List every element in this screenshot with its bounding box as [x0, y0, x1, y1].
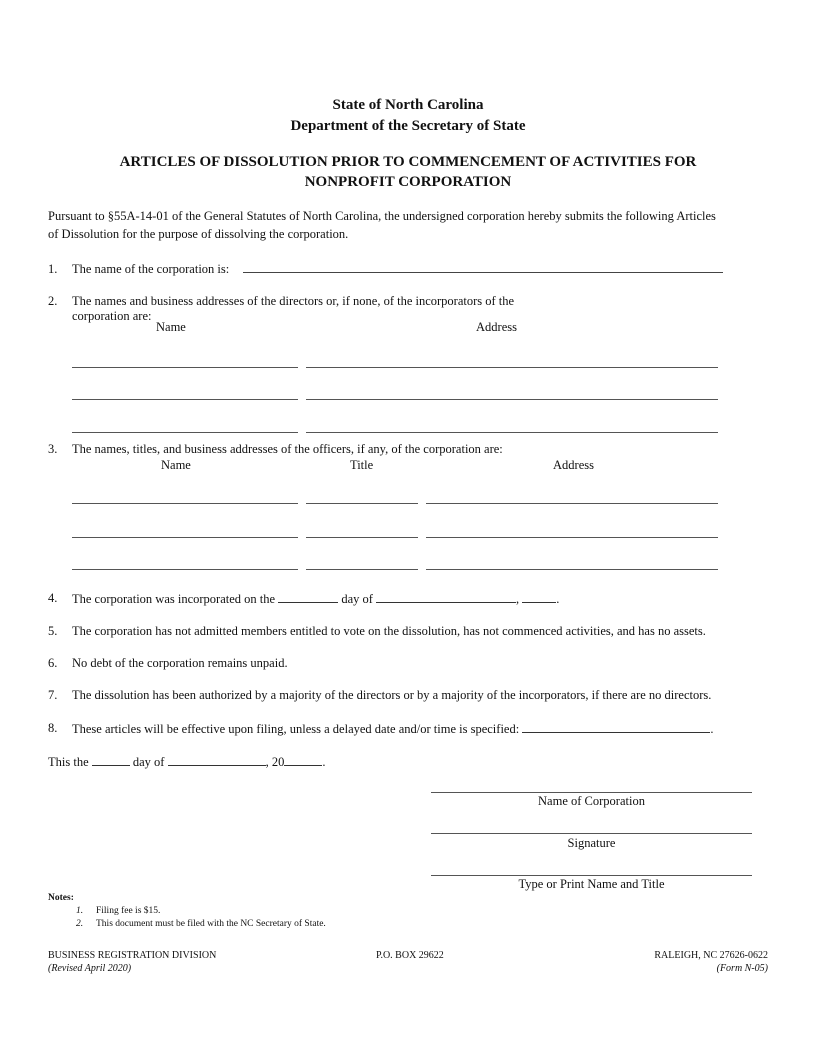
officer-name-field[interactable] — [72, 569, 298, 570]
officers-name-header: Name — [161, 458, 191, 472]
state-heading: State of North Carolina — [332, 97, 484, 113]
signing-day-field[interactable] — [92, 754, 130, 766]
corporation-name-signature-field[interactable] — [431, 792, 752, 793]
item-6-text: No debt of the corporation remains unpaid. — [72, 656, 288, 670]
director-address-field[interactable] — [306, 367, 718, 368]
signing-year-field[interactable] — [284, 754, 322, 766]
item-5-number: 5. — [48, 624, 58, 638]
signature-field[interactable] — [431, 833, 752, 834]
officer-title-field[interactable] — [306, 537, 418, 538]
director-name-field[interactable] — [72, 367, 298, 368]
form-title-line1: ARTICLES OF DISSOLUTION PRIOR TO COMMENCEMENT OF ACTIVITIES FOR — [119, 154, 697, 170]
item-1-text: The name of the corporation is: — [72, 262, 230, 276]
directors-name-header: Name — [156, 320, 186, 334]
effective-date-field[interactable] — [522, 721, 710, 733]
print-name-title-label: Type or Print Name and Title — [518, 877, 665, 891]
intro-line2: of Dissolution for the purpose of dissolving the corporation. — [48, 227, 349, 241]
officer-address-field[interactable] — [426, 569, 718, 570]
officer-title-field[interactable] — [306, 569, 418, 570]
item-6-number: 6. — [48, 656, 58, 670]
item-2-number: 2. — [48, 294, 58, 308]
department-heading: Department of the Secretary of State — [290, 118, 526, 134]
item-4-text-c: , — [516, 592, 520, 606]
officers-address-header: Address — [553, 458, 594, 472]
intro-line1: Pursuant to §55A-14-01 of the General Statutes of North Carolina, the undersigned corporation hereby submits the following Articles — [48, 209, 716, 223]
director-name-field[interactable] — [72, 399, 298, 400]
form-title-line2: NONPROFIT CORPORATION — [304, 174, 512, 190]
date-line-text-a: This the — [48, 755, 89, 769]
note-2-number: 2. — [76, 919, 84, 929]
officer-address-field[interactable] — [426, 503, 718, 504]
item-1-number: 1. — [48, 262, 58, 276]
date-line-text-c: , 20 — [265, 755, 285, 769]
item-4-number: 4. — [48, 591, 58, 605]
footer-form-number: (Form N-05) — [716, 963, 768, 974]
note-2-text: This document must be filed with the NC Secretary of State. — [96, 919, 326, 929]
director-name-field[interactable] — [72, 432, 298, 433]
date-line-text-b: day of — [132, 755, 165, 769]
corporation-name-label: Name of Corporation — [538, 794, 645, 808]
note-1-number: 1. — [76, 906, 84, 916]
print-name-title-field[interactable] — [431, 875, 752, 876]
item-2-text: The names and business addresses of the directors or, if none, of the incorporators of the — [72, 294, 515, 308]
incorporation-year-field[interactable] — [522, 591, 556, 603]
director-address-field[interactable] — [306, 399, 718, 400]
item-4-text-a: The corporation was incorporated on the — [72, 592, 276, 606]
signing-month-field[interactable] — [168, 754, 266, 766]
item-2-text2: corporation are: — [72, 309, 152, 323]
director-address-field[interactable] — [306, 432, 718, 433]
signature-label: Signature — [567, 836, 616, 850]
directors-address-header: Address — [476, 320, 517, 334]
item-5-text: The corporation has not admitted members entitled to vote on the dissolution, has not commenced activities, and has no assets. — [72, 624, 706, 638]
note-1-text: Filing fee is $15. — [96, 906, 161, 916]
footer-revised: (Revised April 2020) — [48, 963, 132, 974]
footer-city: RALEIGH, NC 27626-0622 — [654, 950, 768, 961]
item-7-text: The dissolution has been authorized by a majority of the directors or by a majority of the incorporators, if there are no directors. — [72, 688, 712, 702]
officers-title-header: Title — [350, 458, 374, 472]
date-line-text-d: . — [322, 755, 326, 769]
item-4-text-d: . — [556, 592, 560, 606]
incorporation-day-field[interactable] — [278, 591, 338, 603]
corporation-name-field[interactable] — [243, 272, 723, 273]
item-7-number: 7. — [48, 688, 58, 702]
officer-name-field[interactable] — [72, 537, 298, 538]
item-3-number: 3. — [48, 442, 58, 456]
footer-division: BUSINESS REGISTRATION DIVISION — [48, 950, 217, 961]
date-line — [48, 754, 325, 770]
footer-po-box: P.O. BOX 29622 — [376, 950, 444, 961]
item-4-line — [72, 591, 559, 607]
officer-name-field[interactable] — [72, 503, 298, 504]
incorporation-month-field[interactable] — [376, 591, 516, 603]
item-4-text-b: day of — [341, 592, 373, 606]
item-8-number: 8. — [48, 721, 58, 735]
item-8-line — [72, 721, 713, 737]
officer-address-field[interactable] — [426, 537, 718, 538]
notes-label: Notes: — [48, 893, 74, 903]
officer-title-field[interactable] — [306, 503, 418, 504]
item-3-text: The names, titles, and business addresses of the officers, if any, of the corporation are: — [72, 442, 503, 456]
item-8-text: These articles will be effective upon filing, unless a delayed date and/or time is specified: — [72, 722, 520, 736]
item-8-period: . — [710, 722, 714, 736]
